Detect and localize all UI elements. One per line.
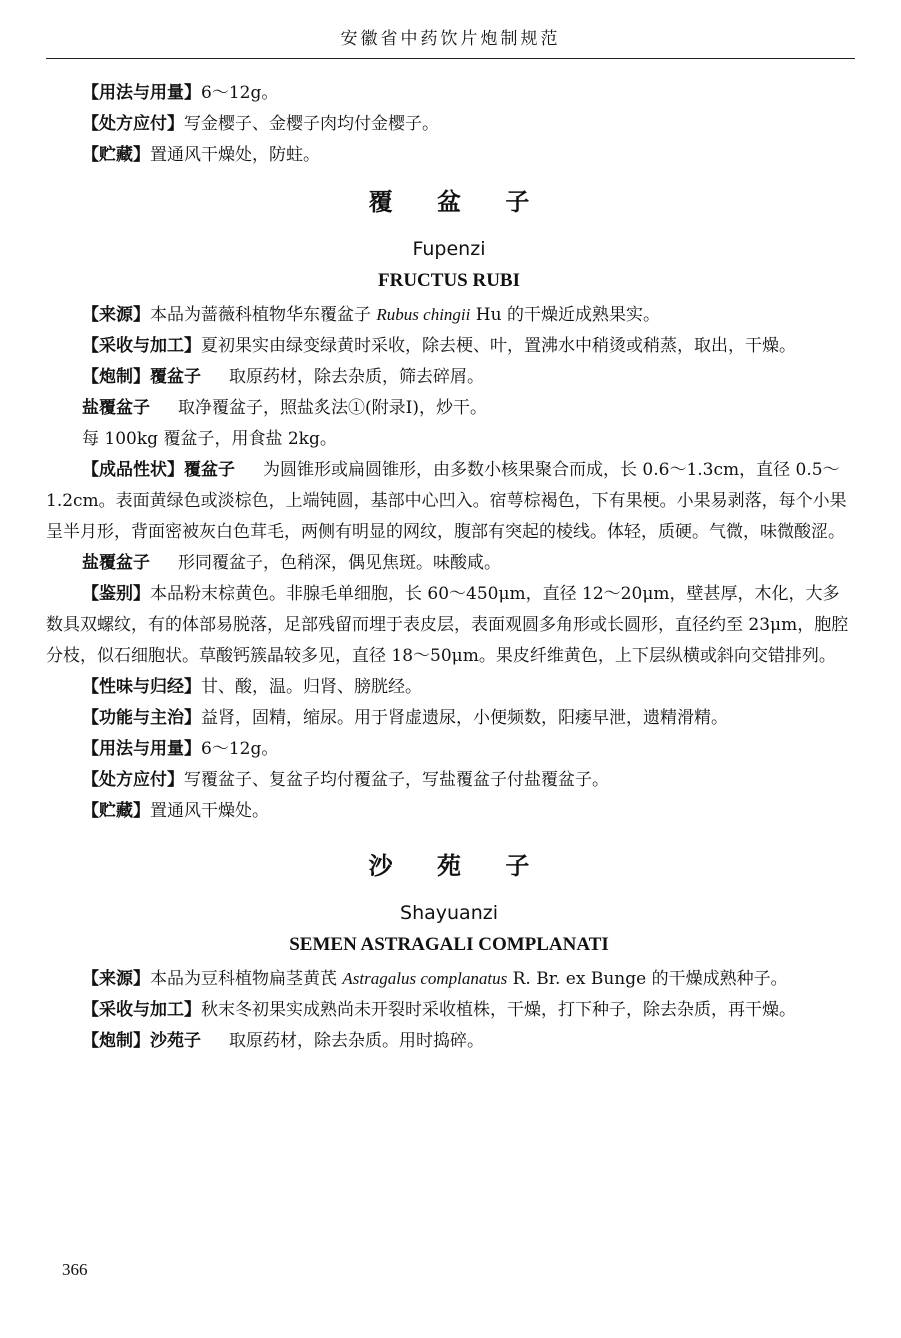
section-text: 形同覆盆子，色稍深，偶见焦斑。味酸咸。 — [178, 553, 501, 573]
latin-species: Astragalus complanatus — [342, 969, 508, 988]
section-text: 取原药材，除去杂质，筛去碎屑。 — [229, 367, 484, 387]
item-name: 沙苑子 — [150, 1031, 201, 1051]
processing-paragraph — [46, 1026, 852, 1057]
section-text: R. Br. ex Bunge 的干燥成熟种子。 — [507, 969, 788, 989]
harvest-paragraph — [46, 995, 852, 1026]
section-text: 本品为豆科植物扁茎黄芪 — [150, 969, 337, 989]
identification-paragraph — [46, 579, 852, 672]
harvest-paragraph — [46, 331, 852, 362]
section-text: 秋末冬初果实成熟尚未开裂时采收植株，干燥，打下种子，除去杂质，再干燥。 — [201, 1000, 796, 1020]
usage-paragraph — [46, 734, 852, 765]
section-label: 【来源】 — [82, 969, 150, 989]
entry-pinyin: Shayuanzi — [400, 902, 498, 924]
latin-species: Rubus chingii — [376, 305, 471, 324]
section-text: 置通风干燥处。 — [150, 801, 269, 821]
section-text: 写覆盆子、复盆子均付覆盆子，写盐覆盆子付盐覆盆子。 — [184, 770, 609, 790]
characters-paragraph — [46, 455, 852, 548]
characters-salt-paragraph — [46, 548, 852, 579]
section-text: 6～12g。 — [201, 739, 279, 759]
section-label: 【鉴别】 — [82, 584, 150, 604]
section-text: 甘、酸，温。归肾、膀胱经。 — [201, 677, 422, 697]
processing-note: 每 100kg 覆盆子，用食盐 2kg。 — [82, 429, 337, 449]
source-paragraph — [46, 299, 852, 331]
item-name: 覆盆子 — [150, 367, 201, 387]
section-label: 【采收与加工】 — [82, 336, 201, 356]
section-text: 取净覆盆子，照盐炙法①(附录Ⅰ)，炒干。 — [178, 398, 487, 418]
prev-prescription — [46, 109, 852, 140]
section-label: 【贮藏】 — [82, 801, 150, 821]
entry-pinyin: Fupenzi — [412, 238, 486, 260]
section-label: 【功能与主治】 — [82, 708, 201, 728]
section-text: 本品粉末棕黄色。非腺毛单细胞，长 60～450μm，直径 12～20μm，壁甚厚，木化，大多数具双螺纹，有的体部易脱落，足部残留而埋于表皮层，表面观圆多角形或长圆形，直径约至 23μm，胞腔分枝，似石细胞状。草酸钙簇晶较多见，直径 18～50μm。果皮纤维黄色，上下层纵横或斜向交错排列。 — [46, 584, 849, 666]
section-label: 【采收与加工】 — [82, 1000, 201, 1020]
section-label: 【炮制】 — [82, 367, 150, 387]
section-text: 6～12g。 — [201, 83, 279, 103]
section-label: 【用法与用量】 — [82, 739, 201, 759]
section-label: 【贮藏】 — [82, 145, 150, 165]
header-rule — [46, 58, 855, 59]
section-text: 夏初果实由绿变绿黄时采收，除去梗、叶，置沸水中稍烫或稍蒸，取出，干燥。 — [201, 336, 796, 356]
section-text: 为圆锥形或扁圆锥形，由多数小核果聚合而成，长 0.6～1.3cm，直径 0.5～1.2cm。表面黄绿色或淡棕色，上端钝圆，基部中心凹入。宿萼棕褐色，下有果梗。小果易剥落，每个小果呈半月形，背面密被灰白色茸毛，两侧有明显的网纹，腹部有突起的棱线。体轻，质硬。气微，味微酸涩。 — [46, 460, 847, 542]
storage-paragraph — [46, 796, 852, 827]
section-text: 益肾，固精，缩尿。用于肾虚遗尿，小便频数，阳痿早泄，遗精滑精。 — [201, 708, 728, 728]
section-label: 【成品性状】 — [82, 460, 184, 480]
item-name: 盐覆盆子 — [82, 553, 150, 573]
source-paragraph — [46, 963, 852, 995]
entry-title: 覆 盆 子 — [368, 188, 548, 216]
page-number: 366 — [62, 1260, 88, 1279]
section-text: Hu 的干燥近成熟果实。 — [470, 305, 660, 325]
section-label: 【炮制】 — [82, 1031, 150, 1051]
section-label: 【性味与归经】 — [82, 677, 201, 697]
running-header: 安徽省中药饮片炮制规范 — [340, 29, 561, 49]
section-label: 【用法与用量】 — [82, 83, 201, 103]
item-name: 盐覆盆子 — [82, 398, 150, 418]
function-paragraph — [46, 703, 852, 734]
entry-latin-name: FRUCTUS RUBI — [378, 270, 520, 291]
section-text: 写金樱子、金樱子肉均付金樱子。 — [184, 114, 439, 134]
section-label: 【处方应付】 — [82, 770, 184, 790]
entry-title: 沙 苑 子 — [368, 852, 548, 880]
prescription-paragraph — [46, 765, 852, 796]
prev-usage — [46, 78, 852, 109]
prev-storage — [46, 140, 852, 171]
processing-salt-paragraph — [46, 393, 852, 424]
nature-paragraph — [46, 672, 852, 703]
section-label: 【处方应付】 — [82, 114, 184, 134]
processing-paragraph — [46, 362, 852, 393]
item-name: 覆盆子 — [184, 460, 235, 480]
section-text: 本品为蔷薇科植物华东覆盆子 — [150, 305, 371, 325]
section-label: 【来源】 — [82, 305, 150, 325]
entry-latin-name: SEMEN ASTRAGALI COMPLANATI — [289, 934, 609, 955]
section-text: 取原药材，除去杂质。用时捣碎。 — [229, 1031, 484, 1051]
section-text: 置通风干燥处，防蛀。 — [150, 145, 320, 165]
page-content — [46, 78, 852, 1057]
